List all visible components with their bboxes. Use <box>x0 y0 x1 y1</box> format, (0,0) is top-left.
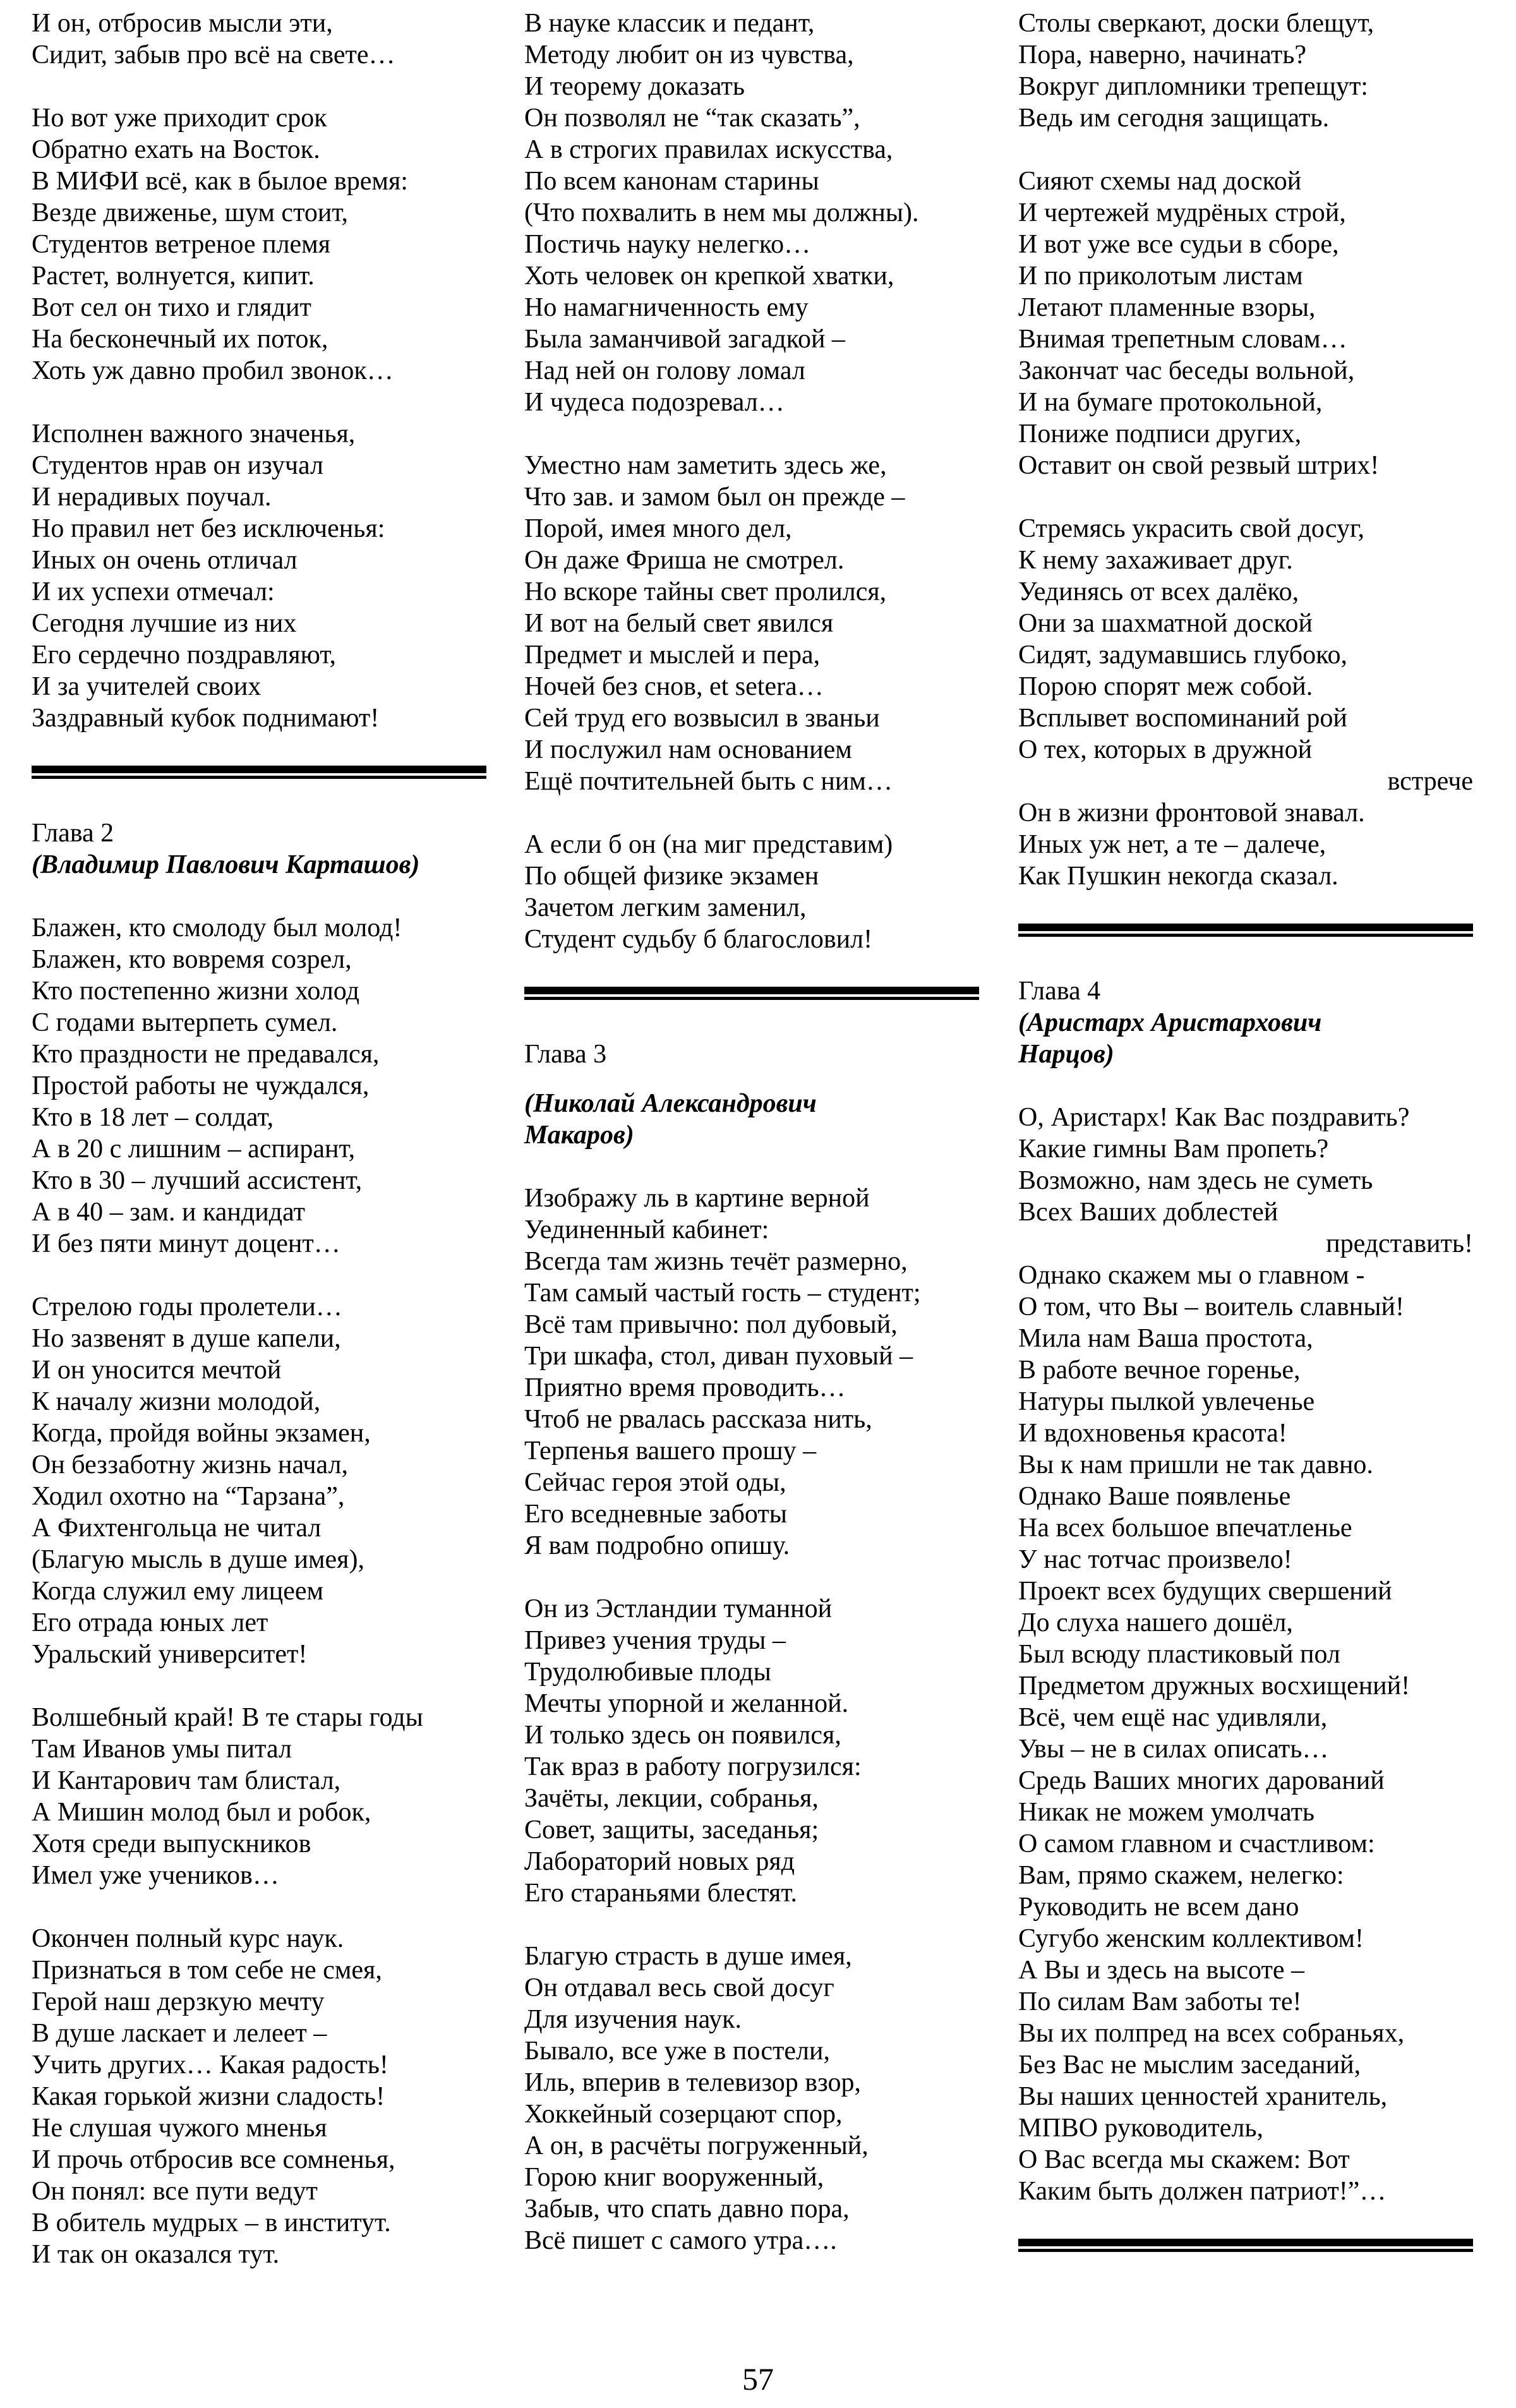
poem-line: Без Вас не мыслим заседаний, <box>1018 2050 1361 2080</box>
poem-line: Благую страсть в душе имея, <box>524 1942 852 1971</box>
stanza <box>524 450 979 797</box>
poem-line: И за учителей своих <box>32 672 262 701</box>
stanza <box>32 1923 486 2270</box>
poem-line: Герой наш дерзкую мечту <box>32 1987 325 2016</box>
poem-line: В науке классик и педант, <box>524 9 815 38</box>
poem-line: Увы – не в силах описать… <box>1018 1735 1329 1764</box>
poem-line: И по приколотым листам <box>1018 262 1303 291</box>
poem-line: Натуры пылкой увлеченье <box>1018 1387 1315 1416</box>
poem-line: По силам Вам заботы те! <box>1018 1987 1302 2016</box>
poem-line: О Вас всегда мы скажем: Вот <box>1018 2145 1350 2174</box>
chapter-author-line: (Аристарх Аристархович <box>1018 1008 1322 1037</box>
poem-line: Всплывет воспоминаний рой <box>1018 704 1347 733</box>
poem-line: А Мишин молод был и робок, <box>32 1798 371 1827</box>
poem-line: Они за шахматной доской <box>1018 609 1313 638</box>
stanza <box>32 418 486 734</box>
poem-line: И нерадивых поучал. <box>32 483 272 512</box>
poem-line: И теорему доказать <box>524 72 745 101</box>
poem-line: Сияют схемы над доской <box>1018 167 1302 196</box>
poem-line-continuation: представить! <box>1326 1229 1473 1258</box>
poem-line: Проект всех будущих свершений <box>1018 1577 1392 1606</box>
poem-line: Трудолюбивые плоды <box>524 1658 771 1687</box>
poem-line: Всех Ваших доблестей <box>1018 1198 1278 1227</box>
poem-line: Изображу ль в картине верной <box>524 1184 870 1213</box>
poem-line: И вдохновенья красота! <box>1018 1419 1287 1448</box>
poem-line: Бывало, все уже в постели, <box>524 2037 830 2066</box>
poem-line: Однако Ваше появленье <box>1018 1482 1291 1511</box>
poem-line: И на бумаге протокольной, <box>1018 388 1323 417</box>
poem-line: В обитель мудрых – в институт. <box>32 2208 391 2237</box>
stanza <box>524 8 979 418</box>
poem-line: Закончат час беседы вольной, <box>1018 356 1355 385</box>
poem-line: Пониже подписи других, <box>1018 419 1302 448</box>
poem-line: Вокруг дипломники трепещут: <box>1018 72 1368 101</box>
poem-line: Постичь науку нелегко… <box>524 230 811 259</box>
poem-line: Сегодня лучшие из них <box>32 609 297 638</box>
poem-line: По общей физике экзамен <box>524 862 819 891</box>
page-number: 57 <box>742 2361 774 2397</box>
poem-line: Всё пишет с самого утра…. <box>524 2226 837 2255</box>
poem-line: А в строгих правилах искусства, <box>524 135 893 164</box>
poem-line: Он понял: все пути ведут <box>32 2177 318 2206</box>
section-divider <box>1018 2239 1473 2253</box>
poem-line: Мечты упорной и желанной. <box>524 1689 849 1718</box>
poem-line: О том, что Вы – воитель славный! <box>1018 1292 1404 1321</box>
poem-line: Но вскоре тайны свет пролился, <box>524 577 887 606</box>
poem-line: Хоть уж давно пробил звонок… <box>32 356 394 385</box>
poem-line: Но намагниченность ему <box>524 293 809 322</box>
poem-line: А в 40 – зам. и кандидат <box>32 1198 305 1227</box>
stanza <box>32 1291 486 1670</box>
poem-line: Ночей без снов, et setera… <box>524 672 824 701</box>
poem-line: На бесконечный их поток, <box>32 325 328 354</box>
poem-line: К началу жизни молодой, <box>32 1387 321 1416</box>
poem-line: Какая горькой жизни сладость! <box>32 2082 385 2111</box>
poem-line: Иных уж нет, а те – далече, <box>1018 830 1326 859</box>
poem-line: Уральский университет! <box>32 1640 308 1669</box>
poem-line: Но зазвенят в душе капели, <box>32 1324 341 1353</box>
poem-line: Он отдавал весь свой досуг <box>524 1973 834 2002</box>
poem-line: Руководить не всем дано <box>1018 1893 1299 1922</box>
poem-line: И он уносится мечтой <box>32 1356 282 1385</box>
poem-line: Сейчас героя этой оды, <box>524 1468 786 1497</box>
stanza <box>1018 8 1473 134</box>
column-1 <box>32 8 486 2302</box>
stanza <box>32 912 486 1260</box>
poem-line: (Что похвалить в нем мы должны). <box>524 198 919 227</box>
poem-line: Забыв, что спать давно пора, <box>524 2194 850 2224</box>
poem-line: Кто постепенно жизни холод <box>32 977 359 1006</box>
chapter-author: (Владимир Павлович Карташов) <box>32 850 420 879</box>
chapter-author-line: Макаров) <box>524 1121 634 1150</box>
chapter-author <box>1018 1007 1473 1070</box>
poem-line: И чертежей мудрёных строй, <box>1018 198 1346 227</box>
chapter-author <box>524 1088 979 1151</box>
poem-line: На всех большое впечатленье <box>1018 1514 1352 1543</box>
section-divider <box>524 987 979 1001</box>
poem-line: Методу любит он из чувства, <box>524 40 854 69</box>
stanza-group <box>1018 8 1473 481</box>
chapter-author-line: Нарцов) <box>1018 1040 1114 1069</box>
poem-line: Вам, прямо скажем, нелегко: <box>1018 1861 1344 1890</box>
poem-line: В МИФИ всё, как в былое время: <box>32 167 408 196</box>
poem-line: И вот уже все судьи в сборе, <box>1018 230 1339 259</box>
poem-line: Простой работы не чуждался, <box>32 1071 370 1100</box>
poem-line: (Благую мысль в душе имея), <box>32 1545 364 1574</box>
poem-line: Он даже Фриша не смотрел. <box>524 546 845 575</box>
poem-line: Блажен, кто смолоду был молод! <box>32 913 402 942</box>
poem-line: И вот на белый свет явился <box>524 609 834 638</box>
poem-line: Всё там привычно: пол дубовый, <box>524 1310 898 1339</box>
poem-line: Растет, волнуется, кипит. <box>32 262 315 291</box>
poem-line: Уединясь от всех далёко, <box>1018 577 1299 606</box>
poem-line: Предметом дружных восхищений! <box>1018 1671 1411 1701</box>
poem-line: Стремясь украсить свой досуг, <box>1018 514 1364 543</box>
poem-line: И послужил нам основанием <box>524 735 852 764</box>
poem-line: Его сердечно поздравляют, <box>32 641 337 670</box>
poem-line: Он беззаботну жизнь начал, <box>32 1450 349 1479</box>
poem-line: И чудеса подозревал… <box>524 388 785 417</box>
poem-line: О самом главном и счастливом: <box>1018 1829 1375 1858</box>
poem-line: Всегда там жизнь течёт размерно, <box>524 1247 908 1276</box>
poem-line: Обратно ехать на Восток. <box>32 135 320 164</box>
stanza <box>1018 513 1473 892</box>
poem-line: Хотя среди выпускников <box>32 1829 311 1858</box>
poem-line: Студентов нрав он изучал <box>32 451 323 480</box>
poem-line: Волшебный край! В те стары годы <box>32 1703 423 1732</box>
poem-line: И их успехи отмечал: <box>32 577 275 606</box>
poem-line: Кто в 18 лет – солдат, <box>32 1103 274 1132</box>
poem-line: Иль, вперив в телевизор взор, <box>524 2068 861 2097</box>
chapter-heading: Глава 2 <box>32 819 114 848</box>
stanza <box>524 1183 979 1562</box>
poem-line: Возможно, нам здесь не суметь <box>1018 1166 1373 1195</box>
poem-line: Кто праздности не предавался, <box>32 1040 380 1069</box>
poem-line: А если б он (на миг представим) <box>524 830 893 859</box>
poem-line: У нас тотчас произвело! <box>1018 1545 1292 1574</box>
poem-line: Чтоб не рвалась рассказа нить, <box>524 1405 872 1434</box>
poem-line: Какие гимны Вам пропеть? <box>1018 1135 1329 1164</box>
stanza-group <box>32 912 486 2270</box>
poem-line: Внимая трепетным словам… <box>1018 325 1347 354</box>
poem-line: Горою книг вооруженный, <box>524 2163 824 2192</box>
poem-line: Когда служил ему лицеем <box>32 1577 324 1606</box>
poem-line: Вы их полпред на всех собраньях, <box>1018 2019 1405 2048</box>
poem-line-continuation: встрече <box>1387 767 1473 796</box>
poem-line: А Вы и здесь на высоте – <box>1018 1956 1304 1985</box>
poem-line: Для изучения наук. <box>524 2005 742 2034</box>
poem-line: И прочь отбросив все сомненья, <box>32 2145 395 2174</box>
poem-line: В душе ласкает и лелеет – <box>32 2019 327 2048</box>
poem-line: Он позволял не “так сказать”, <box>524 104 860 133</box>
poem-line: Стрелою годы пролетели… <box>32 1292 342 1321</box>
poem-line: Была заманчивой загадкой – <box>524 325 845 354</box>
poem-line: Хоккейный созерцают спор, <box>524 2100 843 2129</box>
poem-line: Имел уже учеников… <box>32 1861 279 1890</box>
poem-line: Студент судьбу б благословил! <box>524 925 873 954</box>
stanza-group <box>32 8 486 734</box>
poem-line: В работе вечное горенье, <box>1018 1356 1301 1385</box>
chapter-author-line: (Николай Александрович <box>524 1089 817 1118</box>
poem-line: А он, в расчёты погруженный, <box>524 2131 869 2160</box>
poem-line: О тех, которых в дружной <box>1018 735 1313 764</box>
poem-line: Порой, имея много дел, <box>524 514 792 543</box>
poem-line: Всё, чем ещё нас удивляли, <box>1018 1703 1328 1732</box>
poem-line: Вы к нам пришли не так давно. <box>1018 1450 1373 1479</box>
poem-line: И без пяти минут доцент… <box>32 1229 340 1258</box>
column-3 <box>1018 8 1473 2291</box>
poem-line: Лабораторий новых ряд <box>524 1847 795 1876</box>
poem-line: Никак не можем умолчать <box>1018 1798 1315 1827</box>
poem-line: Летают пламенные взоры, <box>1018 293 1316 322</box>
section-divider <box>1018 924 1473 937</box>
poem-line: Столы сверкают, доски блещут, <box>1018 9 1375 38</box>
poem-line: И так он оказался тут. <box>32 2240 280 2269</box>
poem-line: Каким быть должен патриот!”… <box>1018 2177 1387 2206</box>
poem-line: Пора, наверно, начинать? <box>1018 40 1307 69</box>
poem-line: Оставит он свой резвый штрих! <box>1018 451 1380 480</box>
poem-line: По всем канонам старины <box>524 167 819 196</box>
poem-line: Его отрада юных лет <box>32 1608 268 1637</box>
poem-line: Предмет и мыслей и пера, <box>524 641 821 670</box>
poem-line: Приятно время проводить… <box>524 1373 846 1402</box>
poem-line: Был всюду пластиковый пол <box>1018 1640 1340 1669</box>
poem-line: Привез учения труды – <box>524 1626 786 1655</box>
poem-line: И он, отбросив мысли эти, <box>32 9 333 38</box>
poem-line: Сидит, забыв про всё на свете… <box>32 40 395 69</box>
poem-line: Ходил охотно на “Тарзана”, <box>32 1482 345 1511</box>
poem-line: Но правил нет без исключенья: <box>32 514 385 543</box>
poem-line: Так враз в работу погрузился: <box>524 1752 862 1781</box>
stanza <box>1018 1102 1473 2207</box>
poem-line: Зачёты, лекции, собранья, <box>524 1784 819 1813</box>
poem-line: А Фихтенгольца не читал <box>32 1514 322 1543</box>
poem-line: О, Аристарх! Как Вас поздравить? <box>1018 1103 1410 1132</box>
poem-line: Его стараньями блестят. <box>524 1879 798 1908</box>
stanza-group <box>524 1183 979 2256</box>
poem-line: Три шкафа, стол, диван пуховый – <box>524 1342 913 1371</box>
poem-line: Там самый частый гость – студент; <box>524 1279 921 1308</box>
stanza <box>524 829 979 955</box>
poem-line: Заздравный кубок поднимают! <box>32 704 380 733</box>
poem-line: Везде движенье, шум стоит, <box>32 198 349 227</box>
poem-line: Не слушая чужого мненья <box>32 2114 327 2143</box>
poem-line: Что зав. и замом был он прежде – <box>524 483 905 512</box>
poem-line: Мила нам Ваша простота, <box>1018 1324 1313 1353</box>
poem-line: Ещё почтительней быть с ним… <box>524 767 893 796</box>
poem-line: Он в жизни фронтовой знавал. <box>1018 798 1365 828</box>
column-2 <box>524 8 979 2288</box>
poem-line: Иных он очень отличал <box>32 546 298 575</box>
stanza <box>524 1941 979 2256</box>
poem-line: Порою спорят меж собой. <box>1018 672 1313 701</box>
poem-line: Но вот уже приходит срок <box>32 104 327 133</box>
poem-line: И Кантарович там блистал, <box>32 1766 341 1795</box>
poem-line: И только здесь он появился, <box>524 1721 841 1750</box>
poem-line: Студентов ветреное племя <box>32 230 331 259</box>
poem-line: Над ней он голову ломал <box>524 356 805 385</box>
poem-line: Учить других… Какая радость! <box>32 2050 388 2080</box>
poem-line: Когда, пройдя войны экзамен, <box>32 1419 371 1448</box>
poem-line: Сидят, задумавшись глубоко, <box>1018 641 1347 670</box>
poem-line: До слуха нашего дошёл, <box>1018 1608 1293 1637</box>
stanza <box>32 8 486 71</box>
poem-line: Терпенья вашего прошу – <box>524 1436 817 1466</box>
poem-line: МПВО руководитель, <box>1018 2114 1264 2143</box>
poem-line: Хоть человек он крепкой хватки, <box>524 262 894 291</box>
poem-line: Зачетом легким заменил, <box>524 893 807 922</box>
poem-line: А в 20 с лишним – аспирант, <box>32 1135 356 1164</box>
poem-line: Он из Эстландии туманной <box>524 1594 833 1623</box>
poem-line: Как Пушкин некогда сказал. <box>1018 862 1339 891</box>
poem-line: Кто в 30 – лучший ассистент, <box>32 1166 363 1195</box>
stanza-group <box>524 8 979 955</box>
stanza <box>1018 166 1473 481</box>
poem-line: Сей труд его возвысил в званьи <box>524 704 880 733</box>
poem-line: Совет, защиты, заседанья; <box>524 1815 819 1845</box>
poem-line: Средь Ваших многих дарований <box>1018 1766 1385 1795</box>
poem-line: Уединенный кабинет: <box>524 1215 769 1244</box>
poem-line: Сугубо женским коллективом! <box>1018 1924 1364 1953</box>
poem-line: К нему захаживает друг. <box>1018 546 1293 575</box>
stanza <box>32 1702 486 1891</box>
section-divider <box>32 766 486 780</box>
poem-line: Признаться в том себе не смея, <box>32 1956 382 1985</box>
poem-line: Я вам подробно опишу. <box>524 1531 790 1560</box>
stanza <box>32 102 486 387</box>
poem-line: Окончен полный курс наук. <box>32 1924 344 1953</box>
stanza <box>524 1593 979 1909</box>
chapter-heading: Глава 4 <box>1018 977 1101 1006</box>
chapter-heading: Глава 3 <box>524 1040 607 1069</box>
poem-line: Уместно нам заметить здесь же, <box>524 451 887 480</box>
poem-line: Ведь им сегодня защищать. <box>1018 104 1330 133</box>
poem-line: С годами вытерпеть сумел. <box>32 1008 338 1037</box>
poem-line: Блажен, кто вовремя созрел, <box>32 945 352 974</box>
poem-line: Там Иванов умы питал <box>32 1735 292 1764</box>
poem-line: Однако скажем мы о главном - <box>1018 1261 1365 1290</box>
poem-line: Вот сел он тихо и глядит <box>32 293 311 322</box>
poem-line: Его вседневные заботы <box>524 1500 787 1529</box>
poem-line: Исполнен важного значенья, <box>32 419 356 448</box>
poem-line: Вы наших ценностей хранитель, <box>1018 2082 1388 2111</box>
